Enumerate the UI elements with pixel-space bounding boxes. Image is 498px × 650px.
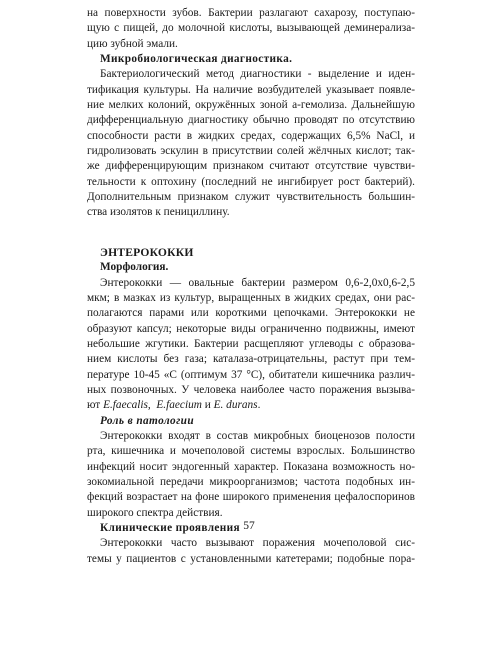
species-end: . — [257, 399, 261, 412]
text-line: на поверхности зубов. Бактерии разлагают сахарозу, поступаю- — [87, 7, 415, 19]
text-line: тельности к оптохину (последний не ингибирует рост бактерий). — [87, 175, 415, 188]
text-line: Энтерококки входят в состав микробных биоценозов полости — [100, 429, 415, 442]
paragraph-clinical — [87, 536, 415, 567]
text-line: инфекций носит эндогенный характер. Показана возможность но- — [87, 460, 415, 473]
text-line: щую с пищей, до молочной кислоты, вызывающей деминерализа- — [87, 22, 415, 35]
species-e-durans-genus: E. — [213, 399, 224, 412]
text-line: нием кислоты без газа; каталаза-отрицательны, растут при тем- — [87, 353, 415, 366]
text-line: небольшие жгутики. Бактерии расщепляют углеводы с образова- — [87, 337, 415, 350]
text-line: Энтерококки часто вызывают поражения мочеполовой сис- — [100, 537, 415, 550]
text-line: мкм; в мазках из культур, выращенных в жидких средах, они рас- — [87, 291, 415, 304]
species-line — [87, 398, 415, 413]
heading-enterococci: ЭНТЕРОКОККИ — [100, 245, 194, 259]
paragraph-morphology — [87, 276, 415, 414]
text-line: цию зубной эмали. — [87, 37, 178, 50]
page-number: 57 — [243, 520, 255, 532]
text-line: ства изолятов к пенициллину. — [87, 206, 230, 219]
text-line: полагаются парами или короткими цепочками. Энтерококки не — [87, 307, 415, 320]
heading-clinical-manifestations: Клинические проявления — [100, 522, 240, 534]
text-line: способности расти в жидких средах, содержащих 6,5% NaCl, и — [87, 129, 415, 142]
heading-microbiological-diagnosis: Микробиологическая диагностика. — [100, 53, 293, 66]
text-line: ние мелких колоний, окружённых зоной a-гемолиза. Дальнейшую — [87, 99, 415, 112]
text-line: тификация культуры. На наличие возбудителей указывает появле- — [87, 83, 415, 96]
paragraph-caries-end — [87, 6, 415, 52]
text-line: Бактериологический метод диагностики - выделение и иден- — [100, 68, 415, 81]
species-prefix: ют — [87, 399, 104, 412]
text-line: дифференциальную диагностику обычно проводят по отсутствию — [87, 114, 415, 127]
heading-role-in-pathology: Роль в патологии — [100, 414, 195, 427]
text-line: пературе 10-45 «С (оптимум 37 °С), обитатели кишечника различ- — [87, 368, 415, 381]
paragraph-pathology — [87, 429, 415, 521]
text-line: ных позвоночных. У человека наиболее часто поражения вызыва- — [87, 383, 415, 396]
text-line: образуют капсул; некоторые виды ограниченно подвижны, имеют — [87, 322, 415, 335]
text-line: темы у пациентов с установленными катетерами; подобные пора- — [87, 552, 415, 565]
text-line: зокомиальной передачи микроорганизмов; частота подобных ин- — [87, 475, 415, 488]
species-e-durans-name: durans — [226, 399, 258, 412]
paragraph-bacteriological-method — [87, 67, 415, 220]
species-e-faecium: E.faecium — [156, 399, 202, 412]
page-content — [87, 6, 415, 567]
text-line: Дополнительным признаком служит чувствительность большин- — [87, 191, 415, 204]
heading-morphology: Морфология. — [100, 261, 169, 274]
text-line: же дифференцирующим признаком считают отсутствие чувстви- — [87, 160, 415, 173]
text-line: рта, кишечника и мочеполовой системы взрослых. Большинство — [87, 445, 415, 458]
text-line: широкого спектра действия. — [87, 506, 223, 519]
species-e-faecalis: E.faecalis, — [103, 399, 151, 412]
text-line: фекций возрастает на фоне широкого применения цефалоспоринов — [87, 491, 415, 504]
text-line: Энтерококки — овальные бактерии размером 0,6-2,0х0,6-2,5 — [100, 276, 415, 289]
species-conjunction: и — [201, 399, 214, 412]
text-line: гидролизовать эскулин в присутствии солей жёлчных кислот; так- — [87, 145, 415, 158]
